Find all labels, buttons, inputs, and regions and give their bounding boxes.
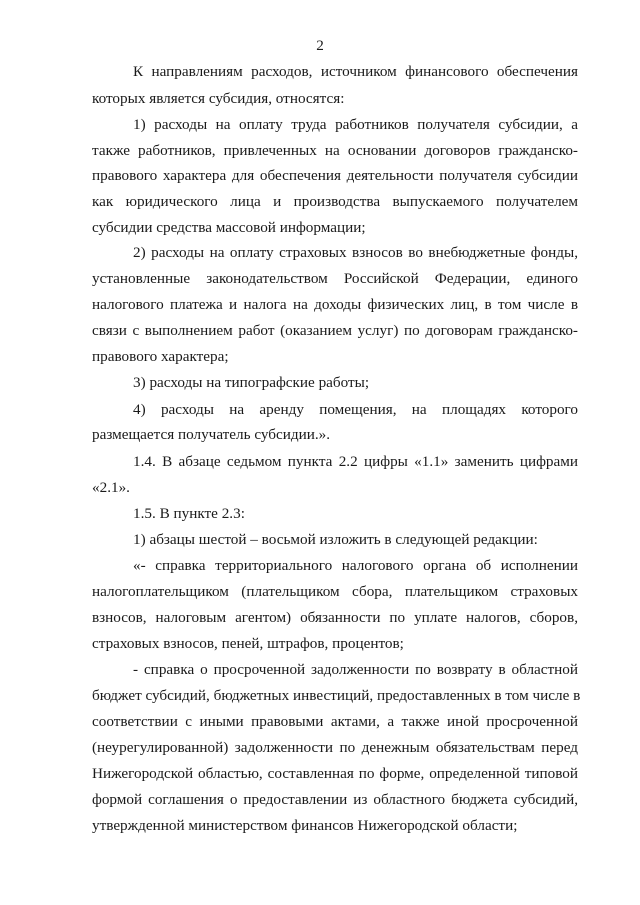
text-line: «2.1». xyxy=(92,479,130,496)
text-line: которых является субсидия, относятся: xyxy=(92,90,345,107)
text-line: налогоплательщиком (плательщиком сбора, плательщиком страховых xyxy=(92,583,578,600)
text-line: также работников, привлеченных на основании договоров гражданско- xyxy=(92,142,578,159)
text-line: установленные законодательством Российской Федерации, единого xyxy=(92,270,578,287)
text-line: (неурегулированной) задолженности по денежным обязательствам перед xyxy=(92,739,578,756)
text-line: 1.5. В пункте 2.3: xyxy=(133,505,245,522)
text-line: страховых взносов, пеней, штрафов, процентов; xyxy=(92,635,404,652)
text-line: правового характера; xyxy=(92,348,229,365)
text-line: К направлениям расходов, источником финансового обеспечения xyxy=(133,63,578,80)
text-line: правового характера для обеспечения деятельности получателя субсидии xyxy=(92,167,578,184)
text-line: субсидии средства массовой информации; xyxy=(92,219,366,236)
text-line: формой соглашения о предоставлении из областного бюджета субсидий, xyxy=(92,791,578,808)
text-line: бюджет субсидий, бюджетных инвестиций, предоставленных в том числе в xyxy=(92,687,581,704)
text-line: «- справка территориального налогового органа об исполнении xyxy=(133,557,578,574)
text-line: как юридического лица и производства выпускаемого получателем xyxy=(92,193,578,210)
text-line: 1) абзацы шестой – восьмой изложить в следующей редакции: xyxy=(133,531,538,548)
text-line: 2) расходы на оплату страховых взносов во внебюджетные фонды, xyxy=(133,244,578,261)
text-line: размещается получатель субсидии.». xyxy=(92,426,331,443)
text-line: Нижегородской областью, составленная по форме, определенной типовой xyxy=(92,765,578,782)
text-line: утвержденной министерством финансов Нижегородской области; xyxy=(92,817,518,834)
text-line: взносов, налоговым агентом) обязанности по уплате налогов, сборов, xyxy=(92,609,578,626)
page-number: 2 xyxy=(316,37,324,54)
text-line: 4) расходы на аренду помещения, на площадях которого xyxy=(133,401,578,418)
text-line: 1) расходы на оплату труда работников получателя субсидии, а xyxy=(133,116,578,133)
text-line: - справка о просроченной задолженности по возврату в областной xyxy=(133,661,578,678)
text-line: налогового платежа и налога на доходы физических лиц, в том числе в xyxy=(92,296,578,313)
text-line: 1.4. В абзаце седьмом пункта 2.2 цифры «1.1» заменить цифрами xyxy=(133,453,578,470)
text-line: соответствии с иными правовыми актами, а также иной просроченной xyxy=(92,713,578,730)
text-line: связи с выполнением работ (оказанием услуг) по договорам гражданско- xyxy=(92,322,578,339)
text-line: 3) расходы на типографские работы; xyxy=(133,374,370,391)
